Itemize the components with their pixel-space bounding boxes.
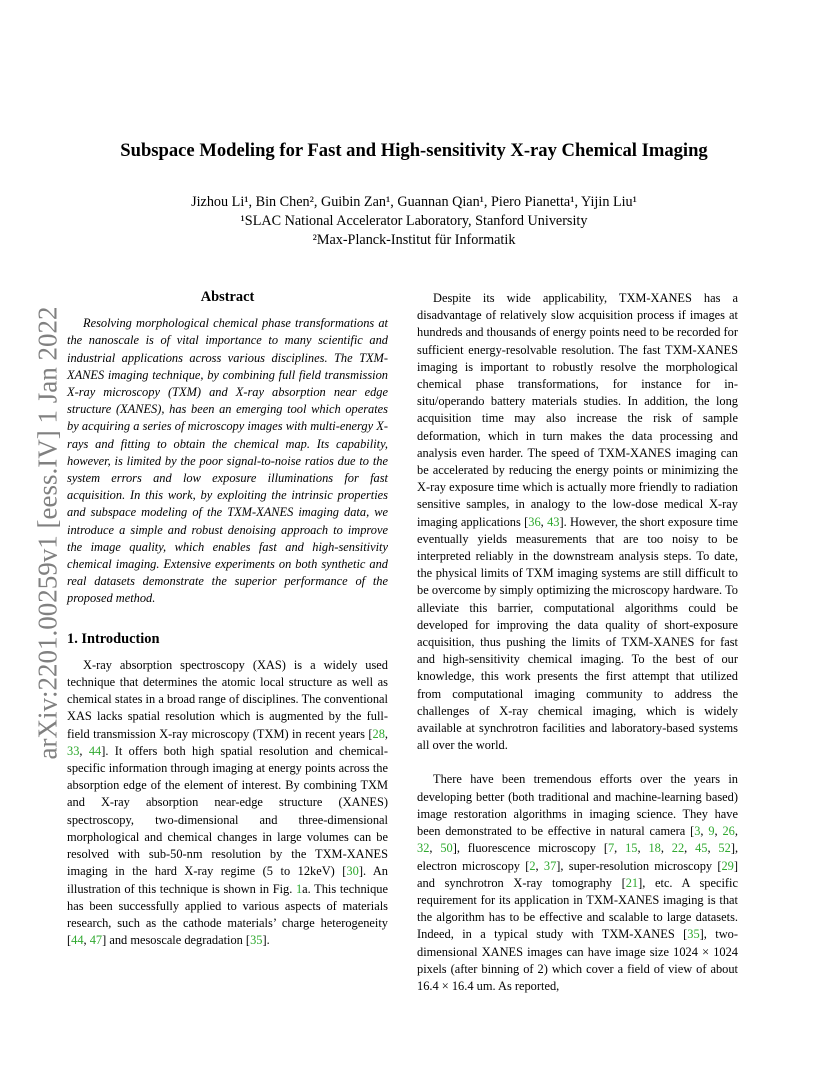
citation-link[interactable]: 22	[671, 841, 685, 856]
citation-link[interactable]: 50	[440, 841, 453, 856]
figure-link[interactable]: 1	[295, 881, 303, 896]
left-column	[67, 0, 388, 949]
arxiv-id-text: arXiv:2201.00259v1 [eess.IV] 1 Jan 2022	[32, 306, 63, 760]
citation-link[interactable]: 35	[687, 927, 700, 942]
affiliation-1: ¹SLAC National Accelerator Laboratory, Stanford University	[240, 213, 588, 229]
citation-link[interactable]: 30	[346, 864, 359, 879]
abstract-heading: Abstract	[200, 289, 255, 305]
affiliation-2: ²Max-Planck-Institut für Informatik	[312, 232, 516, 248]
citation-link[interactable]: 44	[88, 743, 102, 758]
paper-title: Subspace Modeling for Fast and High-sensitivity X-ray Chemical Imaging	[120, 140, 708, 161]
citation-link[interactable]: 45	[695, 841, 708, 856]
body-paragraph-2: There have been tremendous efforts over the years in developing better (both traditional and machine-learning based) image restoration algorithms in imaging science. They have been demonstrated to be effective in natural camera [3, 9, 26, 32, 50], fluorescence microscopy [7, 15, 18, 22, 45, 52], electron microscopy [2, 37], super-resolution microscopy [29] and synchrotron X-ray tomography [21], etc. A specific requirement for its application in TXM-XANES imaging is that the algorithm has to be effective and scalable to large datasets. Indeed, in a typical study with TXM-XANES [35], two-dimensional XANES images can have image size 1024 × 1024 pixels (after binning of 2) which cover a field of view of about 16.4 × 16.4 um. As reported,	[417, 772, 739, 993]
citation-link[interactable]: 36	[528, 514, 541, 529]
citation-link[interactable]: 28	[372, 726, 385, 741]
intro-paragraph: X-ray absorption spectroscopy (XAS) is a widely used technique that determines the atomic local structure as well as chemical states in a broad range of disciplines. The conventional XAS lacks spatial resolution which is augmented by the full-field transmission X-ray microscopy (TXM) in recent years [28, 33, 44]. It offers both high spatial resolution and chemical-specific information through imaging at energy points across the absorption edge of the element of interest. By combining TXM and X-ray absorption near-edge structure (XANES) spectroscopy, two-dimensional and three-dimensional morphological and chemical changes in large volumes can be resolved with sub-50-nm resolution by the TXM-XANES imaging in the hard X-ray regime (5 to 12keV) [30]. An illustration of this technique is shown in Fig. 1a. This technique has been successfully applied to various aspects of materials research, such as the cathode materials’ charge heterogeneity [44, 47] and mesoscale degradation [35].	[67, 657, 389, 948]
citation-link[interactable]: 9	[708, 824, 715, 839]
citation-link[interactable]: 43	[547, 514, 560, 529]
citation-link[interactable]: 21	[625, 875, 639, 890]
right-column	[417, 290, 738, 995]
citation-link[interactable]: 2	[529, 858, 536, 873]
introduction-heading: 1. Introduction	[67, 630, 160, 647]
citation-link[interactable]: 35	[250, 933, 263, 948]
citation-link[interactable]: 33	[67, 743, 80, 758]
citation-link[interactable]: 3	[694, 824, 701, 839]
citation-link[interactable]: 44	[71, 933, 84, 948]
citation-link[interactable]: 52	[718, 841, 731, 856]
citation-link[interactable]: 26	[722, 824, 735, 839]
citation-link[interactable]: 7	[607, 841, 615, 856]
author-list: Jizhou Li¹, Bin Chen², Guibin Zan¹, Guannan Qian¹, Piero Pianetta¹, Yijin Liu¹	[191, 194, 637, 210]
citation-link[interactable]: 15	[625, 841, 638, 856]
abstract-text: Resolving morphological chemical phase transformations at the nanoscale is of vital importance to many scientific and industrial applications across various disciplines. The TXM-XANES imaging technique, by combining full field transmission X-ray microscopy (TXM) and X-ray absorption near edge structure (XANES), has been an emerging tool which operates by acquiring a series of microscopy images with multi-energy X-rays and fitting to obtain the chemical map. Its capability, however, is limited by the poor signal-to-noise ratios due to the system errors and low exposure illuminations for fast acquisition. In this work, by exploiting the intrinsic properties and subspace modeling of the TXM-XANES imaging data, we introduce a simple and robust denoising approach to improve the image quality, which enables fast and high-sensitivity chemical imaging. Extensive experiments on both synthetic and real datasets demonstrate the superior performance of the proposed method.	[67, 316, 388, 606]
citation-link[interactable]: 18	[648, 841, 661, 856]
citation-link[interactable]: 47	[89, 933, 103, 948]
citation-link[interactable]: 37	[543, 858, 557, 873]
citation-link[interactable]: 32	[417, 841, 430, 856]
citation-link[interactable]: 29	[721, 858, 734, 873]
body-paragraph-1: Despite its wide applicability, TXM-XANES has a disadvantage of relatively slow acquisition process if images at hundreds and thousands of energy points need to be recorded for sufficient energy-resolvable resolution. The fast TXM-XANES imaging is important to robustly resolve the morphological chemical phase transformations, for instance for in-situ/operando battery materials studies. In addition, the long acquisition time may also increase the risk of sample deformation, which in turn makes the data processing and analysis even harder. The speed of TXM-XANES imaging can be accelerated by reducing the energy points or minimizing the X-ray exposure time which is actually more friendly to radiation sensitive samples, in analogy to the low-dose medical X-ray imaging applications [36, 43]. However, the short exposure time eventually yields measurements that are too noisy to be interpreted reliably in the downstream analysis steps. To date, the physical limits of TXM imaging systems are still difficult to be overcome by simply optimizing the microscopy hardware. To alleviate this barrier, computational algorithms could be developed for improving the data quality of short-exposure acquisition, thus pushing the limits of TXM-XANES for fast and high-sensitivity chemical imaging. To the best of our knowledge, this work presents the first attempt that utilized from computational imaging community to address the challenges of X-ray chemical imaging, which is widely available at synchrotron facilities and laboratory-based systems all over the world.	[417, 291, 738, 753]
